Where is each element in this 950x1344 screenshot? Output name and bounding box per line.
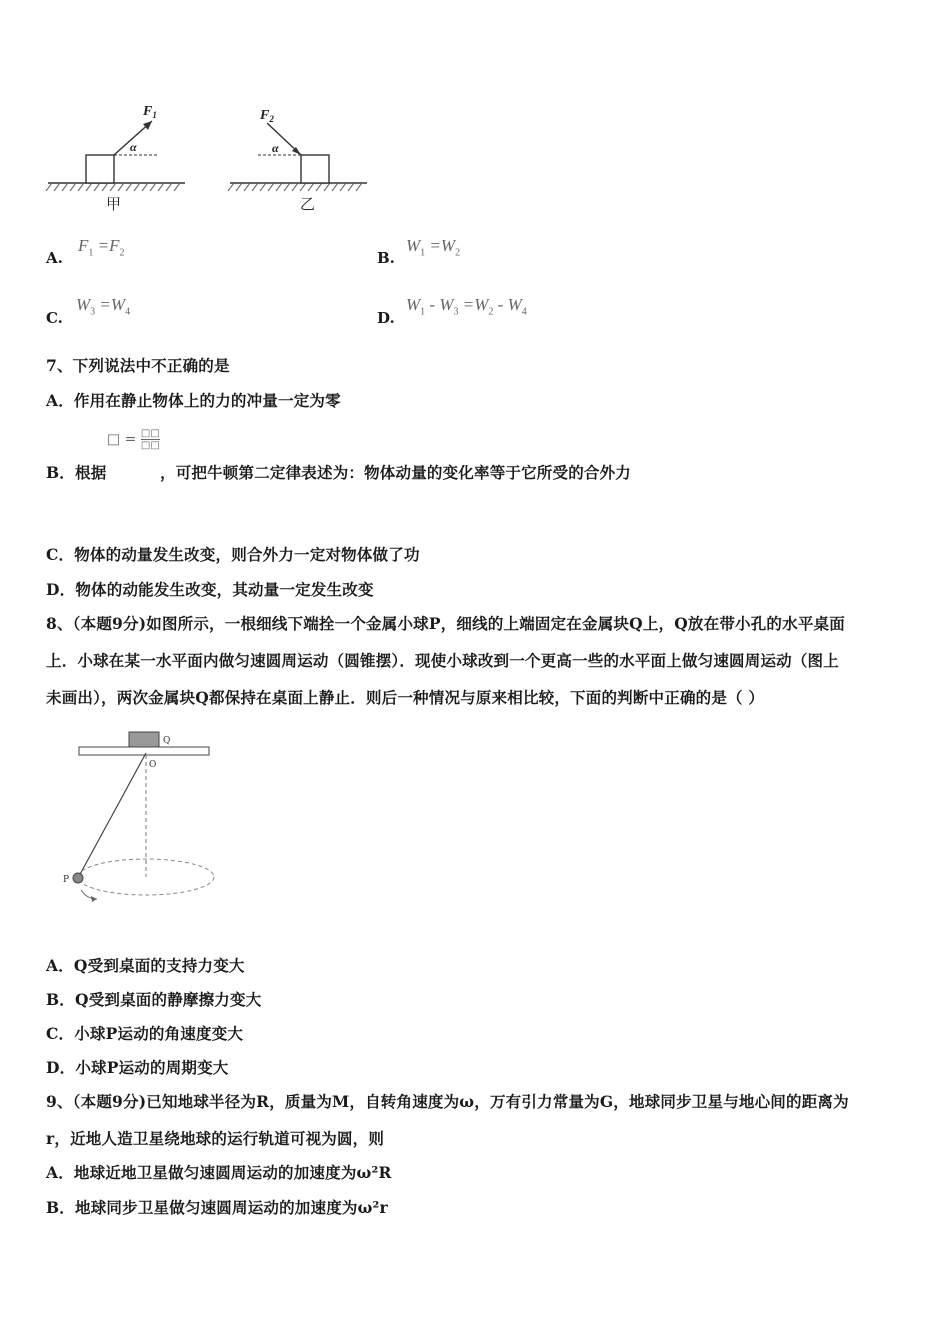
block-q <box>129 732 159 747</box>
q7-formula: □ = □□ □□ <box>107 428 160 451</box>
q6-option-b-formula: $W_1 =W_2$ <box>406 236 461 259</box>
q8-option-a: A．Q受到桌面的支持力变大 <box>46 956 245 975</box>
block <box>301 155 329 183</box>
q8-stem-line1: 8、（本题9分)如图所示，一根细线下端拴一个金属小球P，细线的上端固定在金属块Q上，Q放在带小孔的水平桌面 <box>46 614 845 633</box>
force-f1-label: $F_1$ <box>143 104 157 120</box>
q6-option-c-letter: C. <box>46 309 63 327</box>
q7-option-b-suffix: ，可把牛顿第二定律表述为：物体动量的变化率等于它所受的合外力 <box>160 463 632 482</box>
q7-option-d: D．物体的动能发生改变，其动量一定发生改变 <box>46 580 374 599</box>
q8-option-c: C．小球P运动的角速度变大 <box>46 1024 244 1043</box>
q9-stem-line1: 9、（本题9分)已知地球半径为R，质量为M，自转角速度为ω，万有引力常量为G，地球同步卫星与地心间的距离为 <box>46 1092 849 1111</box>
q7-stem: 7、下列说法中不正确的是 <box>46 356 230 375</box>
q6-option-c-formula: $W_3 =W_4$ <box>76 295 131 318</box>
q6-option-d-letter: D. <box>377 309 395 327</box>
q9-option-b: B．地球同步卫星做匀速圆周运动的加速度为ω²r <box>46 1198 388 1217</box>
q6-option-b-letter: B. <box>377 249 395 267</box>
ball-p <box>73 873 83 883</box>
q7-option-a: A．作用在静止物体上的力的冲量一定为零 <box>46 391 341 410</box>
q7-option-c: C．物体的动量发生改变，则合外力一定对物体做了功 <box>46 545 420 564</box>
alpha-label: α <box>130 140 137 154</box>
force-f2-label: $F_2$ <box>260 108 274 124</box>
table-plate <box>79 747 209 755</box>
q8-stem-line2: 上．小球在某一水平面内做匀速圆周运动（圆锥摆）．现使小球改到一个更高一些的水平面上做匀速圆周运动（图上 <box>46 651 839 670</box>
q6-option-a-formula: $F_1 =F_2$ <box>78 236 125 259</box>
q8-option-d: D．小球P运动的周期变大 <box>46 1058 229 1077</box>
label-q: Q <box>163 736 171 746</box>
label-p: P <box>63 875 70 885</box>
q7-option-b-prefix: B．根据 <box>46 463 107 482</box>
figure-yi <box>222 95 382 220</box>
q6-option-a-letter: A. <box>46 249 63 267</box>
block <box>86 155 114 183</box>
q8-option-b: B．Q受到桌面的静摩擦力变大 <box>46 990 262 1009</box>
alpha-label: α <box>272 141 279 155</box>
label-o: O <box>149 760 157 770</box>
q6-option-d-formula: $W_1 - W_3 =W_2 - W_4$ <box>406 295 527 318</box>
figure-jia <box>40 95 200 220</box>
q9-stem-line2: r，近地人造卫星绕地球的运行轨道可视为圆，则 <box>46 1129 385 1148</box>
figure-jia-caption: 甲 <box>106 195 122 213</box>
q8-stem-line3: 未画出），两次金属块Q都保持在桌面上静止．则后一种情况与原来相比较，下面的判断中正确的是（ ） <box>46 688 765 707</box>
q9-option-a: A．地球近地卫星做匀速圆周运动的加速度为ω²R <box>46 1163 392 1182</box>
conical-pendulum-figure <box>55 725 230 910</box>
figure-yi-caption: 乙 <box>300 195 316 213</box>
